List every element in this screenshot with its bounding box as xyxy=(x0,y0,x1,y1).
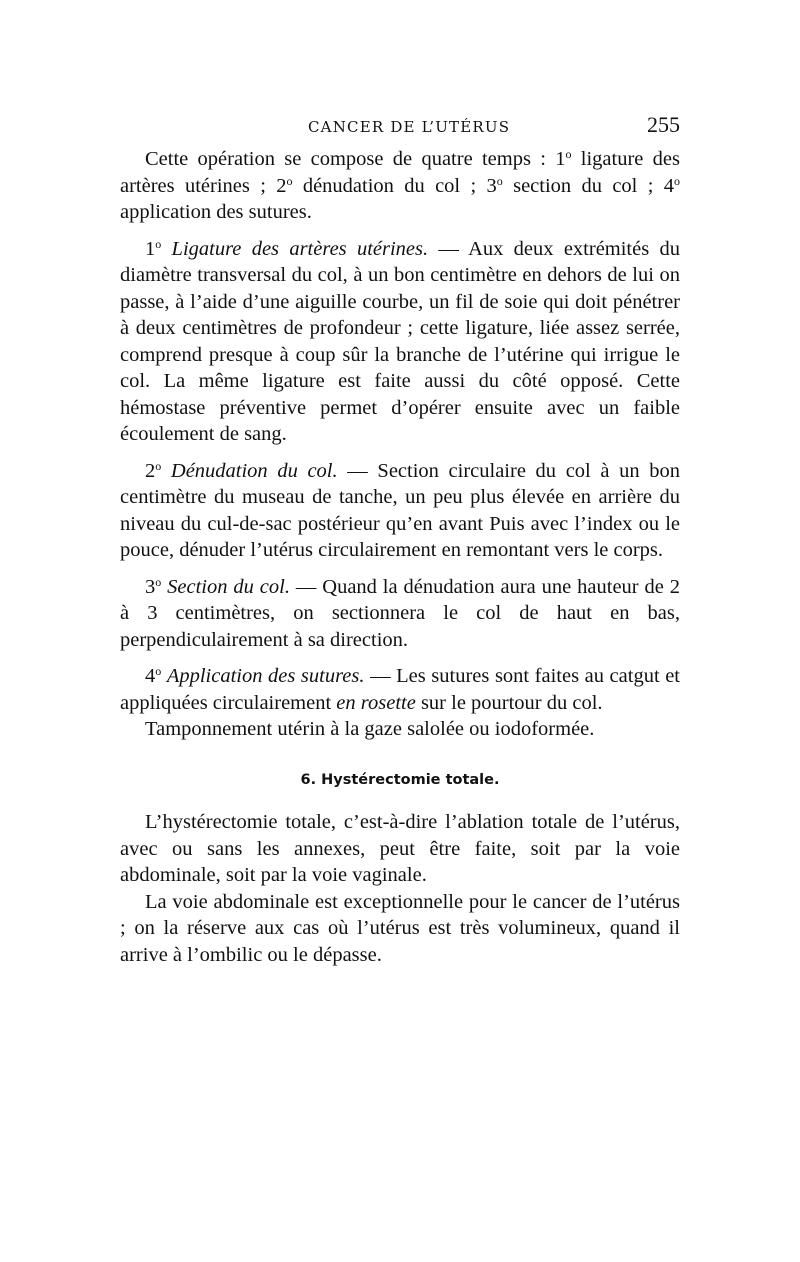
paragraph-overview: Cette opération se compose de quatre temps : 1$^o$ ligature des artères utérines ; 2$^o$ dénudation du col ; 3$^o$ section du col ; 4$^o$ application des sutures. xyxy=(120,147,680,223)
subsection-title-denudation: Dénudation du col. xyxy=(170,459,338,482)
section-heading: 6. Hystérectomie totale. xyxy=(300,771,500,788)
paragraph-hysterectomie: L’hystérectomie totale, c’est-à-dire l’ablation totale de l’utérus, avec ou sans les annexes, peut être faite, soit par la voie abdominale, soit par la voie vaginale. xyxy=(120,811,680,886)
body-text xyxy=(120,146,680,968)
subsection-title-sutures: Application des sutures. xyxy=(166,665,365,687)
running-title: CANCER DE L’UTÉRUS xyxy=(308,118,511,136)
paragraph-ligature: 1$^o$ Ligature des artères utérines. — Aux deux extrémités du diamètre transversal du col, à un bon centimètre en dehors de lui on passe, à l’aide d’une aiguille courbe, un fil de soie qui doit pénétrer à deux centimètres de profondeur ; cette ligature, liée assez serrée, comprend presque à coup sûr la branche de l’utérine qui irrigue le col. La même ligature est faite aussi du côté opposé. Cette hémostase préventive permet d’opérer ensuite avec un faible écoulement de sang. xyxy=(120,236,680,445)
subsection-title-ligature: Ligature des artères utérines. xyxy=(171,237,429,260)
paragraph-denudation: 2$^o$ Dénudation du col. — Section circulaire du col à un bon centimètre du museau de tanche, un peu plus élevée en arrière du niveau du cul-de-sac postérieur qu’en avant Puis avec l’index ou le pouce, dénuder l’utérus circulairement en remontant vers le corps. xyxy=(120,458,681,561)
subsection-title-section: Section du col. xyxy=(167,575,290,598)
paragraph-voie-abdominale: La voie abdominale est exceptionnelle pour le cancer de l’utérus ; on la réserve aux cas où l’utérus est très volumineux, quand il arrive à l’ombilic ou le dépasse. xyxy=(120,890,680,966)
paragraph-section: 3$^o$ Section du col. — Quand la dénudation aura une hauteur de 2 à 3 centimètres, on sectionnera le col de haut en bas, perpendiculairement à sa direction. xyxy=(120,574,681,651)
paragraph-sutures: 4$^o$ Application des sutures. — Les sutures sont faites au catgut et appliquées circulairement en rosette sur le pourtour du col. xyxy=(120,664,680,714)
running-head xyxy=(120,114,680,142)
paragraph-tamponnement: Tamponnement utérin à la gaze salolée ou iodoformée. xyxy=(145,718,595,740)
page-number: 255 xyxy=(647,112,680,137)
